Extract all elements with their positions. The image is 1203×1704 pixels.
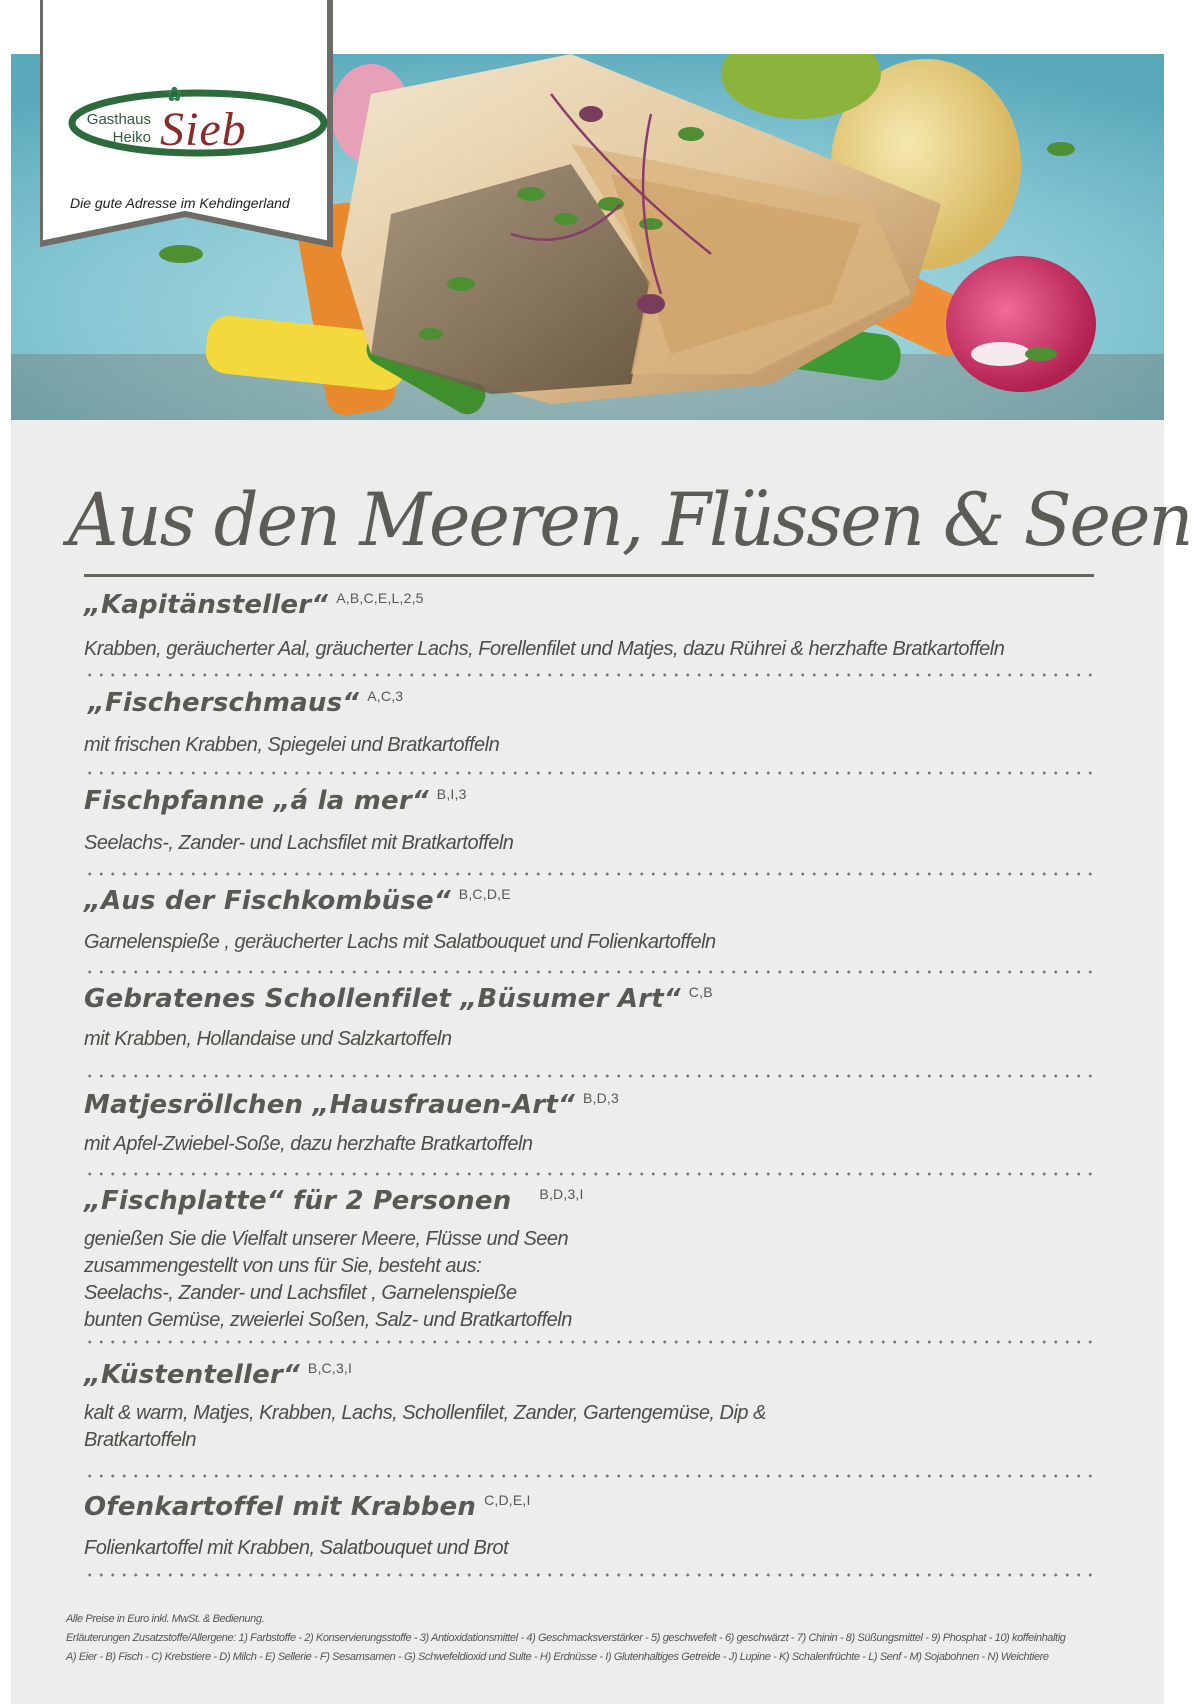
allergen-codes: B,D,3 xyxy=(582,1090,619,1106)
item-title: Ofenkartoffel mit Krabben $^{C,D,E,I}$ xyxy=(84,1492,531,1522)
item-title: Fischpfanne „á la mer“ $^{B,I,3}$ xyxy=(84,786,467,816)
dotted-divider xyxy=(84,970,1094,974)
item-description: mit frischen Krabben, Spiegelei und Bratkartoffeln xyxy=(84,734,500,756)
dotted-divider xyxy=(84,872,1094,876)
allergen-codes: A,C,3 xyxy=(367,688,404,704)
footer-price-note: Alle Preise in Euro inkl. MwSt. & Bedienung. xyxy=(66,1613,265,1625)
dotted-divider xyxy=(84,673,1094,677)
item-title: „Fischerschmaus“ $^{A,C,3}$ xyxy=(88,688,404,718)
allergen-codes: A,B,C,E,L,2,5 xyxy=(336,590,424,606)
section-heading: Aus den Meeren, Flüssen & Seen xyxy=(68,476,1192,564)
item-description: Seelachs-, Zander- und Lachsfilet mit Bratkartoffeln xyxy=(84,832,514,854)
allergen-codes: C,B xyxy=(688,984,713,1000)
item-title: Matjesröllchen „Hausfrauen-Art“ $^{B,D,3}$ xyxy=(84,1090,619,1120)
dotted-divider xyxy=(84,771,1094,775)
item-description: Krabben, geräucherter Aal, gräucherter Lachs, Forellenfilet und Matjes, dazu Rührei & herzhafte Bratkartoffeln xyxy=(84,638,1005,660)
allergen-codes: B,C,D,E xyxy=(458,886,511,902)
dotted-divider xyxy=(84,1340,1094,1344)
footer-allergens: A) Eier - B) Fisch - C) Krebstiere - D) Milch - E) Sellerie - F) Sesamsamen - G) Schwefeldioxid und Sulte - H) Erdnüsse - I) Glutenhaltiges Getreide - J) Lupine - K) Schalenfrüchte - L) Senf - M) Sojabohnen - N) Weichtiere xyxy=(66,1651,1049,1663)
item-description: genießen Sie die Vielfalt unserer Meere, Flüsse und Seen zusammengestellt von uns für Sie, besteht aus: Seelachs-, Zander- und Lachsfilet , Garnelenspieße bunten Gemüse, zweierlei Soßen, Salz- und Bratkartoffeln xyxy=(84,1228,572,1331)
logo-sieb: Sieb xyxy=(160,103,247,156)
allergen-codes: B,C,3,I xyxy=(307,1360,353,1376)
item-description: kalt & warm, Matjes, Krabben, Lachs, Schollenfilet, Zander, Gartengemüse, Dip & Bratkartoffeln xyxy=(84,1402,766,1451)
footer-additives: Erläuterungen Zusatzstoffe/Allergene: 1) Farbstoffe - 2) Konservierungsstoffe - 3) Antioxidationsmittel - 4) Geschmacksverstärker - 5) geschwefelt - 6) geschwärzt - 7) Chinin - 8) Süßungsmittel - 9) Phosphat - 10) koffeinhaltig xyxy=(66,1632,1066,1644)
item-title: „Aus der Fischkombüse“ $^{B,C,D,E}$ xyxy=(84,886,511,916)
footer-notes xyxy=(66,1610,1106,1667)
logo-tag xyxy=(40,0,356,262)
item-title: „Fischplatte“ für 2 Personen $^{B,D,3,I}$ xyxy=(84,1186,584,1216)
allergen-codes: C,D,E,I xyxy=(484,1492,531,1508)
item-description: mit Apfel-Zwiebel-Soße, dazu herzhafte Bratkartoffeln xyxy=(84,1133,533,1155)
item-title: Gebratenes Schollenfilet „Büsumer Art“ $^{C,B}$ xyxy=(84,984,713,1014)
allergen-codes: B,D,3,I xyxy=(539,1186,584,1202)
dotted-divider xyxy=(84,1172,1094,1176)
logo-tagline: Die gute Adresse im Kehdingerland xyxy=(70,195,290,211)
dotted-divider xyxy=(84,1573,1094,1577)
flower-icon: ✿ xyxy=(166,82,183,106)
allergen-codes: B,I,3 xyxy=(436,786,467,802)
item-description: mit Krabben, Hollandaise und Salzkartoffeln xyxy=(84,1028,452,1050)
heading-rule xyxy=(84,574,1094,577)
item-description: Folienkartoffel mit Krabben, Salatbouquet und Brot xyxy=(84,1537,509,1559)
dotted-divider xyxy=(84,1074,1094,1078)
item-title: „Küstenteller“ $^{B,C,3,I}$ xyxy=(84,1360,353,1390)
item-description: Garnelenspieße , geräucherter Lachs mit Salatbouquet und Folienkartoffeln xyxy=(84,931,716,953)
item-title: „Kapitänsteller“ $^{A,B,C,E,L,2,5}$ xyxy=(84,590,424,620)
logo-gasthaus: Gasthaus xyxy=(86,111,151,128)
dotted-divider xyxy=(84,1474,1094,1478)
logo-heiko: Heiko xyxy=(112,129,151,146)
